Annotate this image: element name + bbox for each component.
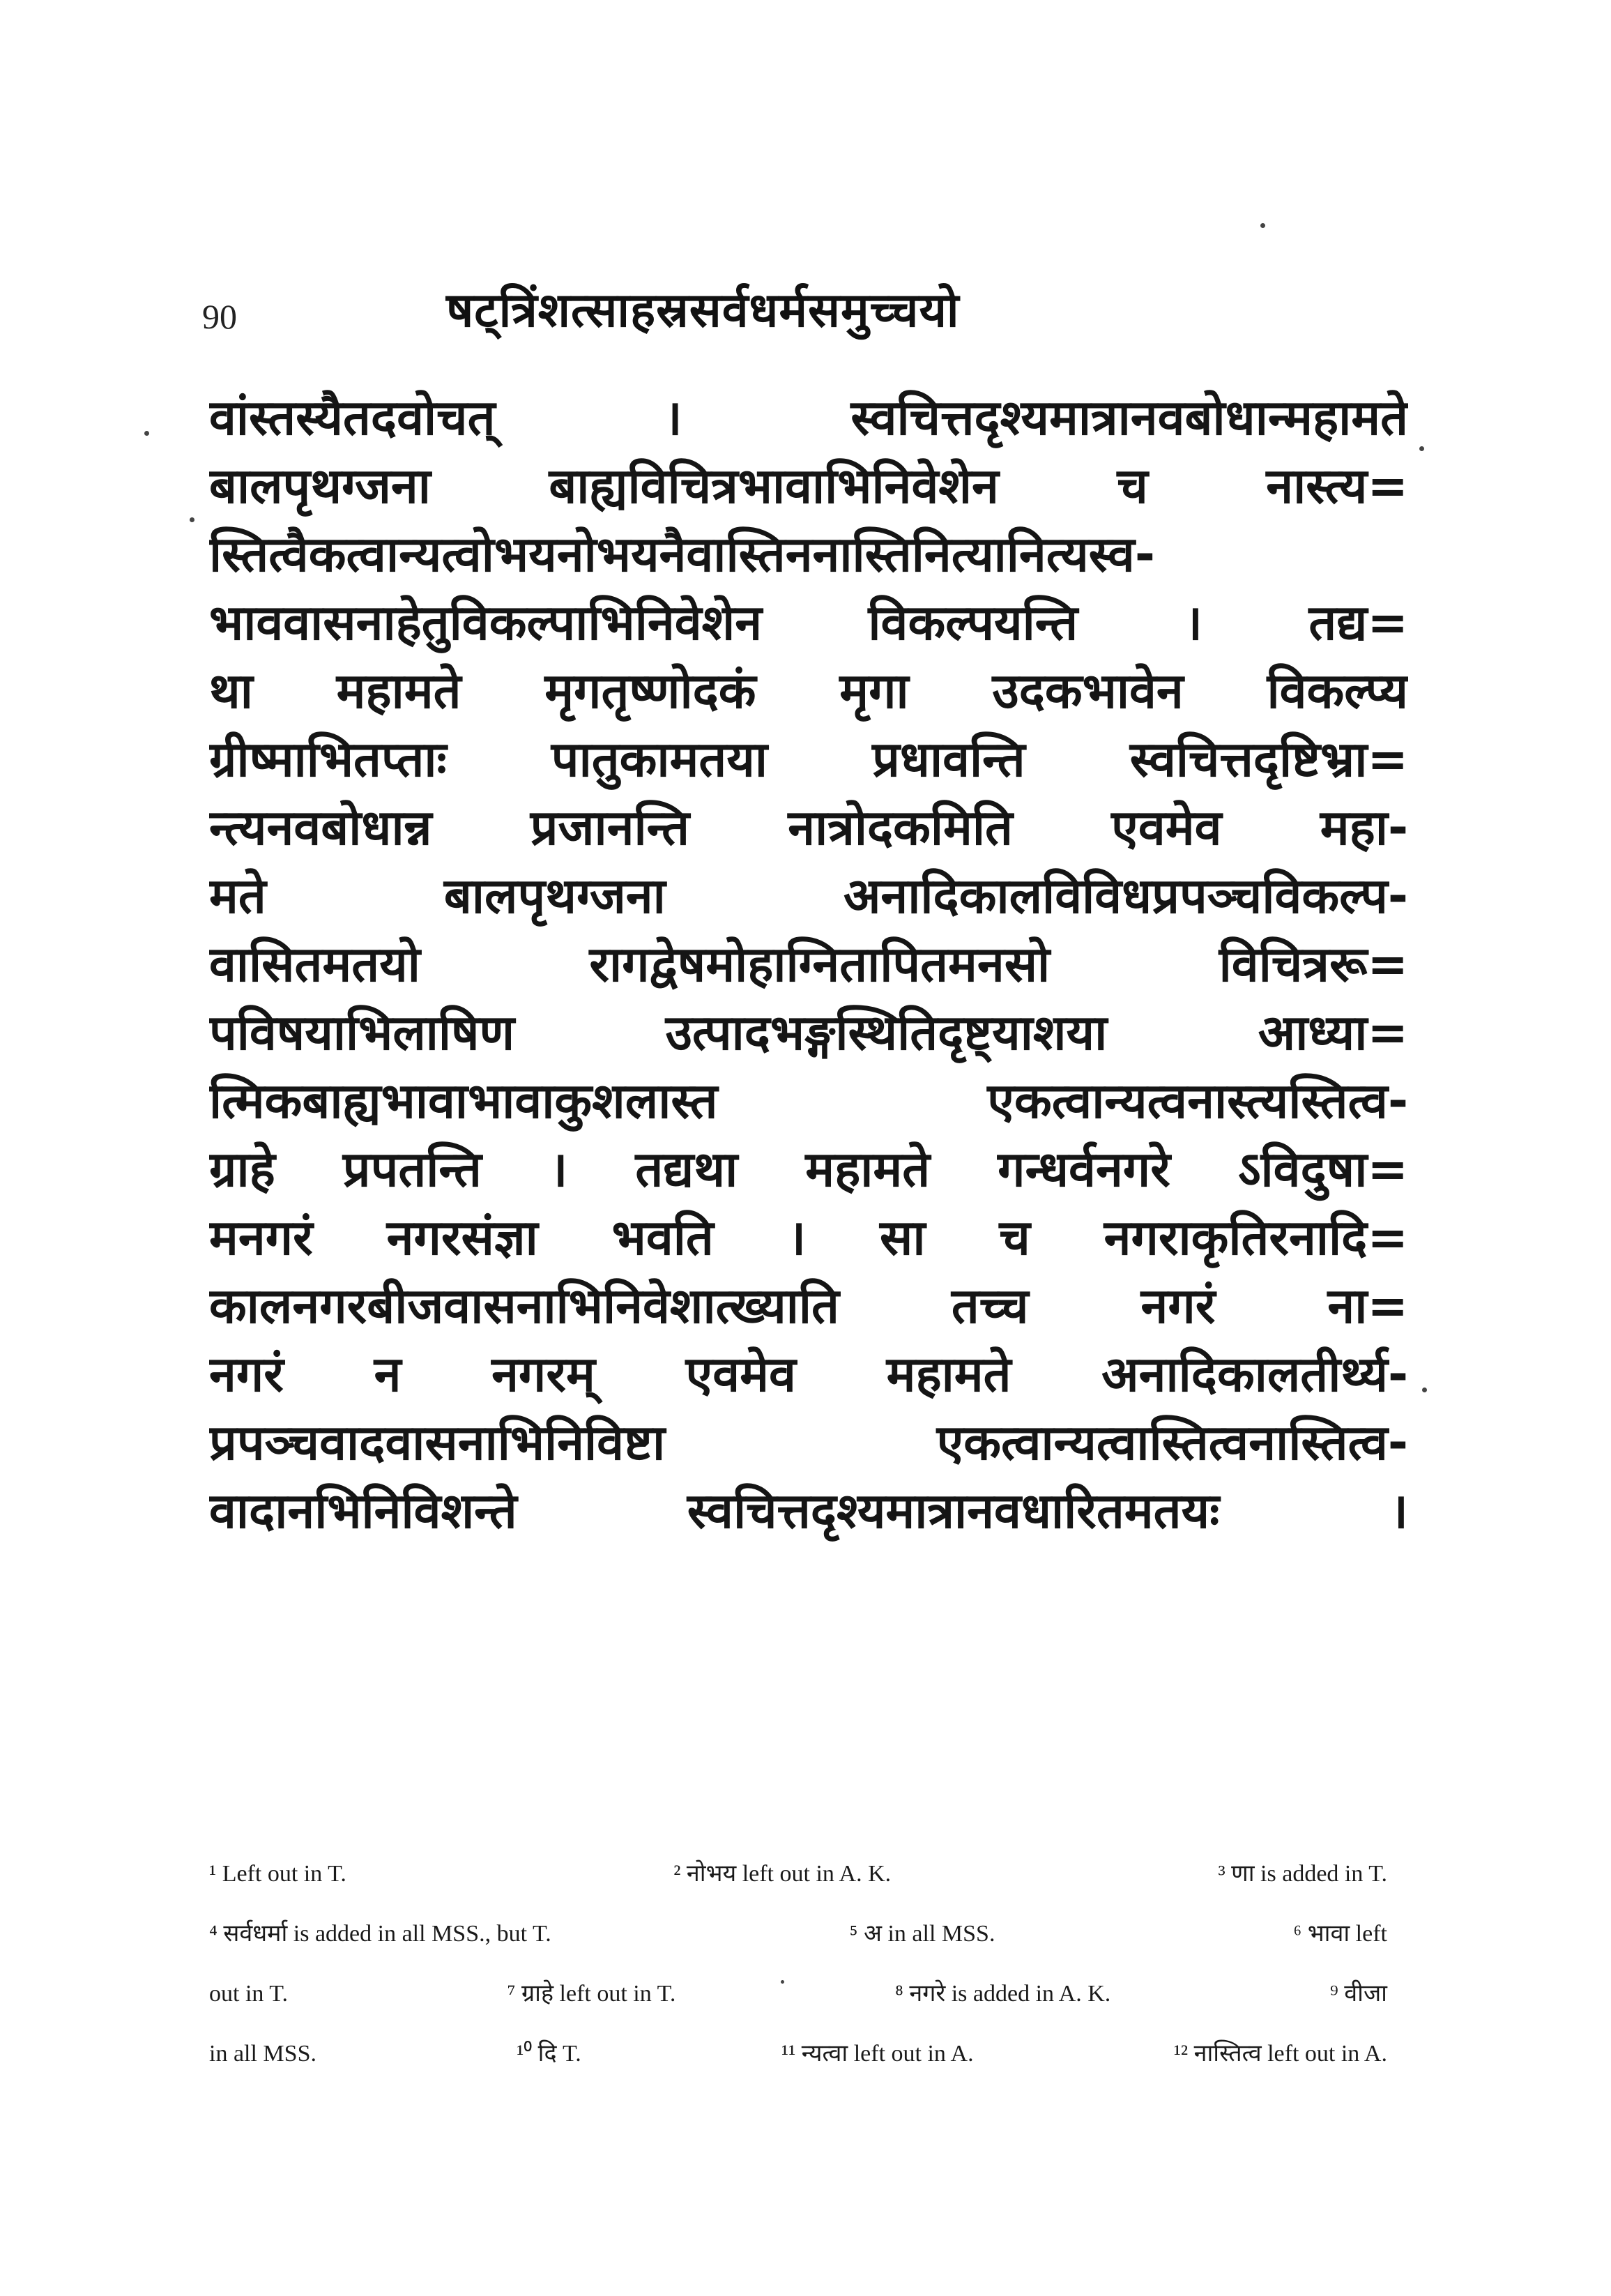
footnote: ⁴ सर्वधर्मा is added in all MSS., but T.: [209, 1921, 551, 1947]
footnote: ¹² नास्तित्व left out in A.: [1173, 2041, 1387, 2067]
text-line: स्तित्वैकत्वान्यत्वोभयनोभयनैवास्तिननास्तिनित्यानित्यस्व-: [209, 526, 1155, 583]
footnote-row: [209, 1964, 1387, 2024]
text-line: था महामते मृगतृष्णोदकं मृगा उदकभावेन विकल्प्य: [209, 662, 1408, 720]
footnote: ³ णा is added in T.: [1218, 1861, 1387, 1887]
text-line: मते बालपृथग्जना अनादिकालविविधप्रपञ्चविकल्प-: [209, 867, 1408, 925]
footnote: ⁷ ग्राहे left out in T.: [507, 1981, 676, 2007]
text-line: प्रपञ्चवादवासनाभिनिविष्टा एकत्वान्यत्वास्तित्वनास्तित्व-: [209, 1414, 1408, 1471]
text-line: कालनगरबीजवासनाभिनिवेशात्ख्याति तच्च नगरं ना=: [209, 1277, 1408, 1335]
text-line: न्त्यनवबोधान्न प्रजानन्ति नात्रोदकमिति एवमेव महा-: [209, 799, 1408, 856]
scan-speck: [1422, 1388, 1427, 1392]
text-line: ग्राहे प्रपतन्ति । तद्यथा महामते गन्धर्वनगरे ऽविदुषा=: [209, 1141, 1408, 1198]
footnote-row: [209, 1904, 1387, 1964]
scan-speck: [1260, 223, 1265, 228]
text-line: भाववासनाहेतुविकल्पाभिनिवेशेन विकल्पयन्ति । तद्य=: [209, 594, 1408, 651]
footnotes: [209, 1844, 1387, 2084]
text-line: वांस्तस्यैतदवोचत् । स्वचित्तदृश्यमात्रानवबोधान्महामते: [209, 389, 1408, 446]
text-line: मनगरं नगरसंज्ञा भवति । सा च नगराकृतिरनादि=: [209, 1209, 1408, 1266]
page-number: 90: [202, 297, 237, 336]
text-line: वासितमतयो रागद्वेषमोहाग्नितापितमनसो विचित्ररू=: [209, 936, 1408, 993]
footnote: ² नोभय left out in A. K.: [673, 1861, 892, 1887]
footnote: ¹⁰ दि T.: [517, 2041, 581, 2067]
footnote: ⁹ वीजा: [1329, 1981, 1387, 2007]
text-line: ग्रीष्माभितप्ताः पातुकामतया प्रधावन्ति स्वचित्तदृष्टिभ्रा=: [209, 731, 1408, 788]
footnote: ⁵ अ in all MSS.: [849, 1921, 995, 1947]
body-text: [209, 383, 1408, 1545]
page-header: [202, 275, 1401, 352]
footnote: ⁶ भावा left: [1293, 1921, 1387, 1947]
scan-speck: [1419, 446, 1424, 451]
running-title: षट्त्रिंशत्साहस्रसर्वधर्मसमुच्चयो: [446, 283, 960, 338]
text-line: त्मिकबाह्यभावाभावाकुशलास्त एकत्वान्यत्वनास्त्यस्तित्व-: [209, 1072, 1408, 1130]
footnote: ⁸ नगरे is added in A. K.: [894, 1981, 1111, 2007]
footnote: ¹¹ न्यत्वा left out in A.: [781, 2041, 974, 2067]
text-line: वादानभिनिविशन्ते स्वचित्तदृश्यमात्रानवधारितमतयः ।: [209, 1482, 1408, 1539]
text-line: नगरं न नगरम् एवमेव महामते अनादिकालतीर्थ्य-: [209, 1346, 1408, 1403]
footnote: ¹ Left out in T.: [209, 1861, 346, 1887]
footnote: in all MSS.: [209, 2041, 316, 2067]
scan-speck: [190, 517, 194, 522]
footnote: out in T.: [209, 1981, 289, 2007]
footnote-row: [209, 2024, 1387, 2084]
text-line: पविषयाभिलाषिण उत्पादभङ्गस्थितिदृष्ट्याशया आध्या=: [209, 1004, 1408, 1061]
scan-speck: [781, 1980, 784, 1984]
text-line: बालपृथग्जना बाह्यविचित्रभावाभिनिवेशेन च नास्त्य=: [209, 457, 1408, 515]
scan-speck: [144, 431, 149, 436]
footnote-row: [209, 1844, 1387, 1904]
